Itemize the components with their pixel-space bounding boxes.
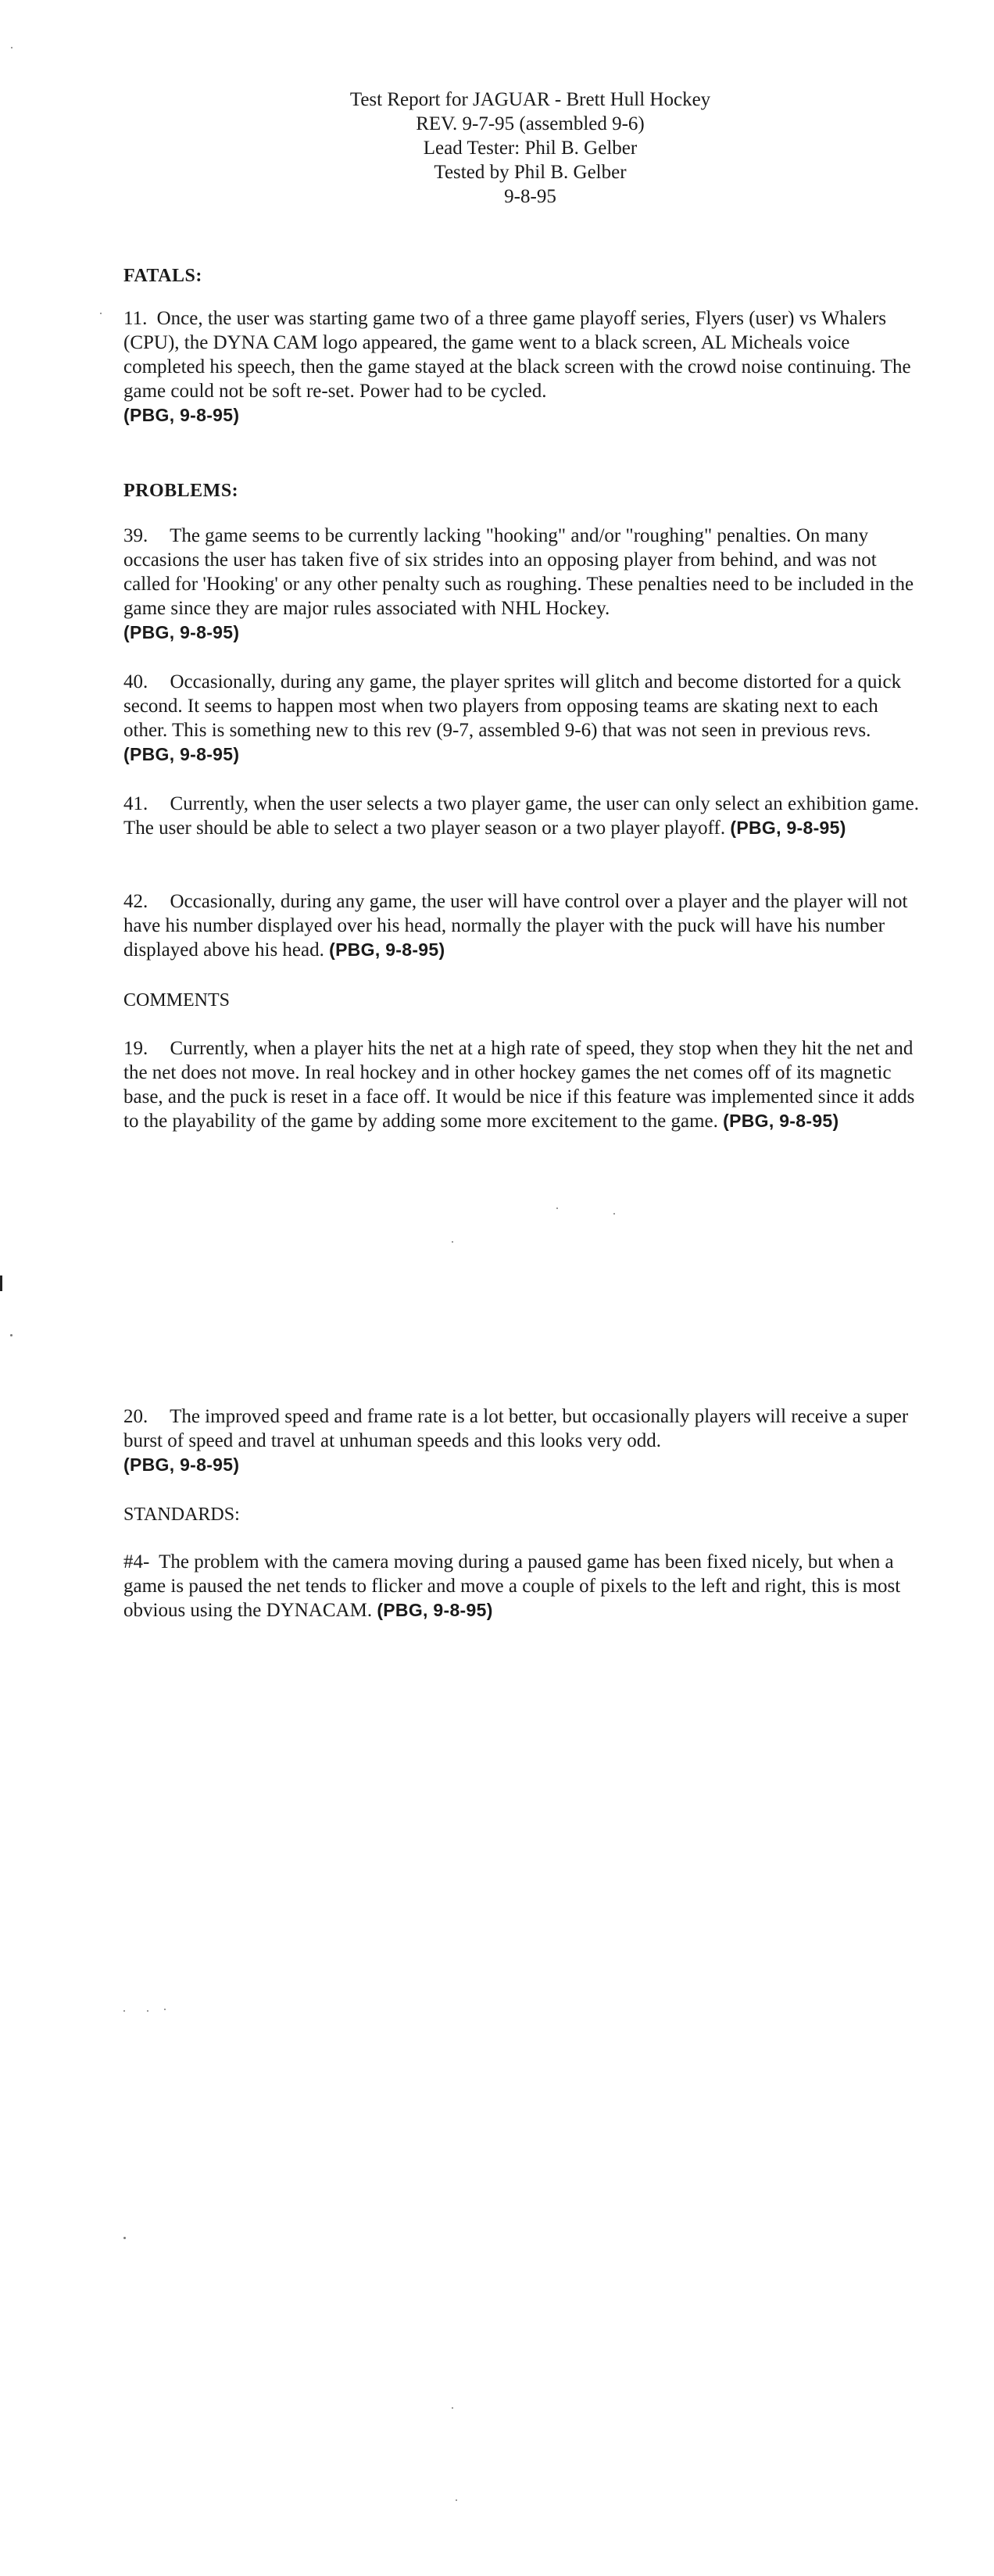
comment-item	[123, 1404, 921, 1477]
item-number: 20.	[123, 1406, 148, 1427]
scan-speck	[123, 2010, 125, 2012]
item-number: 40.	[123, 671, 148, 692]
report-revision: REV. 9-7-95 (assembled 9-6)	[416, 113, 645, 134]
scan-speck	[147, 2010, 148, 2012]
scan-speck	[10, 1334, 13, 1336]
report-tested-by: Tested by Phil B. Gelber	[434, 162, 627, 183]
item-number: 42.	[123, 891, 148, 912]
item-signature: (PBG, 9-8-95)	[730, 818, 846, 838]
item-signature: (PBG, 9-8-95)	[123, 744, 240, 764]
report-date: 9-8-95	[504, 186, 556, 207]
item-text: The game seems to be currently lacking "hooking" and/or "roughing" penalties. On many occasions the user has taken five of six strides into an opposing player from behind, and was not called for 'Hooking' or any other penalty such as roughing. These penalties need to be included in the game since they are major rules associated with NHL Hockey.	[123, 525, 914, 619]
item-signature: (PBG, 9-8-95)	[723, 1111, 839, 1131]
report-lead-tester: Lead Tester: Phil B. Gelber	[423, 138, 638, 159]
item-signature: (PBG, 9-8-95)	[123, 405, 240, 425]
item-text: Occasionally, during any game, the user will have control over a player and the player will not have his number displayed over his head, normally the player with the puck will have his number displayed above his head.	[123, 891, 908, 961]
standards-heading: STANDARDS:	[123, 1504, 240, 1525]
scan-speck	[452, 1241, 453, 1243]
item-text: Currently, when a player hits the net at a high rate of speed, they stop when they hit the net and the net does not move. In real hockey and in other hockey games the net comes off of its magnetic base, and the puck is reset in a face off. It would be nice if this feature was implemented since it adds to the playability of the game by adding some more excitement to the game.	[123, 1038, 915, 1132]
comment-item	[123, 1036, 921, 1133]
report-title: Test Report for JAGUAR - Brett Hull Hockey	[349, 89, 711, 110]
scan-speck	[556, 1208, 558, 1209]
scan-speck	[452, 2407, 453, 2409]
problem-item	[123, 524, 921, 645]
scan-edge-mark	[0, 1275, 2, 1291]
item-signature: (PBG, 9-8-95)	[123, 1454, 240, 1475]
item-signature: (PBG, 9-8-95)	[329, 939, 445, 960]
scan-speck	[11, 47, 13, 48]
problems-heading: PROBLEMS:	[123, 481, 239, 501]
item-text: Currently, when the user selects a two player game, the user can only select an exhibition game. The user should be able to select a two player season or a two player playoff.	[123, 793, 919, 839]
item-signature: (PBG, 9-8-95)	[123, 622, 240, 642]
item-number: 39.	[123, 525, 148, 546]
scan-speck	[100, 313, 102, 314]
scan-speck	[164, 2009, 166, 2010]
comments-heading: COMMENTS	[123, 990, 231, 1011]
item-signature: (PBG, 9-8-95)	[377, 1600, 493, 1620]
standard-item	[123, 1550, 921, 1623]
scan-speck	[456, 2499, 457, 2501]
item-number: 11.	[123, 308, 148, 329]
item-text: Once, the user was starting game two of a three game playoff series, Flyers (user) vs Whalers (CPU), the DYNA CAM logo appeared, the game went to a black screen, AL Micheals voice completed his speech, then the game stayed at the black screen with the crowd noise continuing. The game could not be soft re-set. Power had to be cycled.	[123, 308, 911, 402]
fatals-heading: FATALS:	[123, 266, 202, 286]
scan-speck	[613, 1213, 615, 1215]
item-text: Occasionally, during any game, the player sprites will glitch and become distorted for a quick second. It seems to happen most when two players from opposing teams are skating next to each other. This is something new to this rev (9-7, assembled 9-6) that was not seen in previous revs.	[123, 671, 902, 741]
item-text: The problem with the camera moving during a paused game has been fixed nicely, but when a game is paused the net tends to flicker and move a couple of pixels to the left and right, this is most obvious using the DYNACAM.	[123, 1551, 901, 1621]
item-number: #4-	[123, 1551, 150, 1572]
fatal-item	[123, 306, 921, 428]
problem-item	[123, 670, 921, 767]
problem-item	[123, 792, 921, 840]
item-number: 41.	[123, 793, 148, 814]
item-number: 19.	[123, 1038, 148, 1059]
report-header	[0, 88, 994, 209]
item-text: The improved speed and frame rate is a lot better, but occasionally players will receive a super burst of speed and travel at unhuman speeds and this looks very odd.	[123, 1406, 909, 1451]
scan-speck	[123, 2237, 126, 2239]
problem-item	[123, 889, 921, 962]
